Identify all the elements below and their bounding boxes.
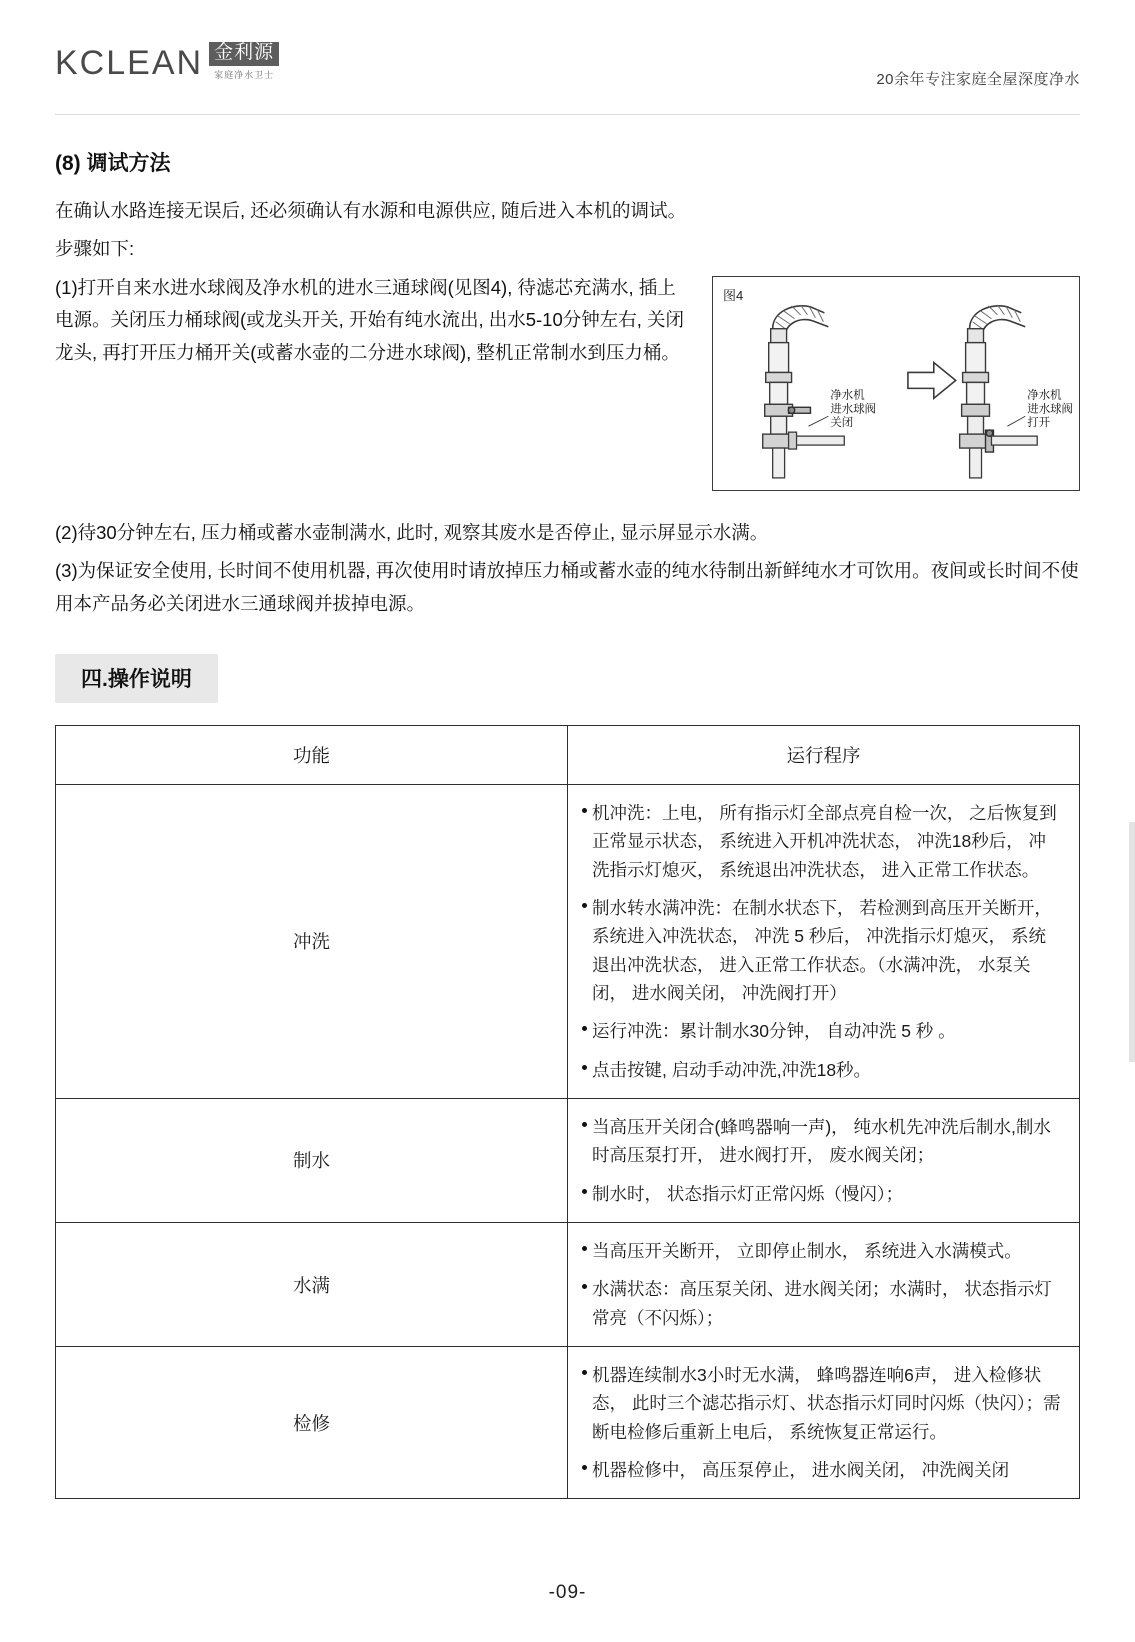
list-item <box>582 1237 1061 1265</box>
step3-text: (3)为保证安全使用, 长时间不使用机器, 再次使用时请放掉压力桶或蓄水壶的纯水待制出新鲜纯水才可饮用。夜间或长时间不使用本产品务必关闭进水三通球阀并拔掉电源。 <box>55 560 1079 614</box>
list-item <box>582 894 1061 1007</box>
list-item-text: 机器检修中， 高压泵停止， 进水阀关闭， 冲洗阀关闭 <box>592 1460 1010 1481</box>
logo-text: KCLEAN <box>55 43 204 82</box>
table-row <box>56 1098 1080 1222</box>
bullet-dot-icon <box>582 1026 587 1031</box>
figure-4-illustration <box>713 277 1079 491</box>
table-row <box>56 1347 1080 1499</box>
svg-text:进水球阀: 进水球阀 <box>830 401 877 416</box>
operation-table <box>55 725 1080 1500</box>
bullet-dot-icon <box>582 1465 587 1470</box>
bullet-dot-icon <box>582 1122 587 1127</box>
bullet-dot-icon <box>582 1065 587 1070</box>
logo-subtitle: 家庭净水卫士 <box>214 69 275 80</box>
bullet-dot-icon <box>582 1246 587 1251</box>
list-item-text: 制水转水满冲洗：在制水状态下， 若检测到高压开关断开， 系统进入冲洗状态， 冲洗 5 秒后， 冲洗指示灯熄灭， 系统退出冲洗状态， 进入正常工作状态。（水满冲洗， 水泵关闭， 进水阀关闭， 冲洗阀打开） <box>592 897 1052 1003</box>
list-item <box>582 1275 1061 1332</box>
bullet-dot-icon <box>582 1189 587 1194</box>
figure-4 <box>712 276 1080 491</box>
bullet-dot-icon <box>582 1370 587 1375</box>
list-item-text: 当高压开关闭合(蜂鸣器响一声)， 纯水机先冲洗后制水,制水时高压泵打开， 进水阀打开， 废水阀关闭； <box>592 1116 1051 1166</box>
header-slogan: 20余年专注家庭全屋深度净水 <box>876 71 1080 88</box>
svg-text:打开: 打开 <box>1027 414 1051 429</box>
row-procedure-maintenance <box>568 1347 1080 1499</box>
bullet-dot-icon <box>582 808 587 813</box>
list-item <box>582 1017 1061 1045</box>
list-item <box>582 799 1061 884</box>
section-banner-operation: 四.操作说明 <box>55 654 218 703</box>
column-header-function: 功能 <box>56 725 568 784</box>
debug-intro-text: 在确认水路连接无误后, 还必须确认有水源和电源供应, 随后进入本机的调试。 <box>55 200 687 221</box>
svg-text:进水球阀: 进水球阀 <box>1027 401 1073 416</box>
list-item-text: 机冲洗：上电， 所有指示灯全部点亮自检一次， 之后恢复到正常显示状态， 系统进入开机冲洗状态， 冲洗18秒后， 冲洗指示灯熄灭， 系统退出冲洗状态， 进入正常工作状态。 <box>592 802 1057 880</box>
list-item-text: 机器连续制水3小时无水满， 蜂鸣器连响6声， 进入检修状态， 此时三个滤芯指示灯、状态指示灯同时闪烁（快闪）；需断电检修后重新上电后， 系统恢复正常运行。 <box>592 1365 1061 1442</box>
logo-chinese-name: 金利源 <box>209 42 279 66</box>
section-title-debug-method: (8) 调试方法 <box>55 152 171 175</box>
table-header-row <box>56 725 1080 784</box>
list-item-text: 运行冲洗：累计制水30分钟， 自动冲洗 5 秒 。 <box>592 1021 956 1042</box>
step1-text: (1)打开自来水进水球阀及净水机的进水三通球阀(见图4), 待滤芯充满水, 插上电源。关闭压力桶球阀(或龙头开关, 开始有纯水流出, 出水5-10分钟左右, 关闭龙头, 再打开压力桶开关(或蓄水壶的二分进水球阀), 整机正常制水到压力桶。 <box>55 276 685 363</box>
svg-text:净水机: 净水机 <box>830 387 865 402</box>
step2-text: (2)待30分钟左右, 压力桶或蓄水壶制满水, 此时, 观察其废水是否停止, 显示屏显示水满。 <box>55 521 769 543</box>
row-function-flush: 冲洗 <box>56 784 568 1098</box>
row-function-maintenance: 检修 <box>56 1347 568 1499</box>
list-item <box>582 1180 1061 1208</box>
list-item <box>582 1113 1061 1170</box>
list-item-text: 水满状态：高压泵关闭、进水阀关闭；水满时， 状态指示灯常亮（不闪烁）； <box>592 1279 1052 1328</box>
svg-text:关闭: 关闭 <box>830 414 854 429</box>
table-row <box>56 1223 1080 1347</box>
figure-label: 图4 <box>723 287 744 303</box>
steps-label: 步骤如下: <box>55 238 135 260</box>
list-item-text: 制水时， 状态指示灯正常闪烁（慢闪）； <box>592 1183 904 1204</box>
row-procedure-water-making <box>568 1098 1080 1222</box>
step1-with-figure <box>55 272 1080 499</box>
list-item-text: 点击按键, 启动手动冲洗,冲洗18秒。 <box>592 1059 872 1080</box>
row-function-water-making: 制水 <box>56 1098 568 1222</box>
table-row <box>56 784 1080 1098</box>
svg-text:净水机: 净水机 <box>1027 387 1062 402</box>
bullet-dot-icon <box>582 903 587 908</box>
page-number: -09- <box>548 1582 587 1603</box>
page-header <box>55 42 1080 115</box>
list-item-text: 当高压开关断开， 立即停止制水， 系统进入水满模式。 <box>592 1241 1022 1261</box>
column-header-procedure: 运行程序 <box>568 725 1080 784</box>
list-item <box>582 1361 1061 1446</box>
row-function-full-water: 水满 <box>56 1223 568 1347</box>
logo-chinese-block <box>209 42 279 81</box>
row-procedure-full-water <box>568 1223 1080 1347</box>
page <box>0 42 1135 1642</box>
list-item <box>582 1056 1061 1084</box>
list-item <box>582 1456 1061 1484</box>
brand-logo <box>55 42 279 83</box>
row-procedure-flush <box>568 784 1080 1098</box>
page-edge-marker <box>1129 822 1135 1062</box>
bullet-dot-icon <box>582 1284 587 1289</box>
